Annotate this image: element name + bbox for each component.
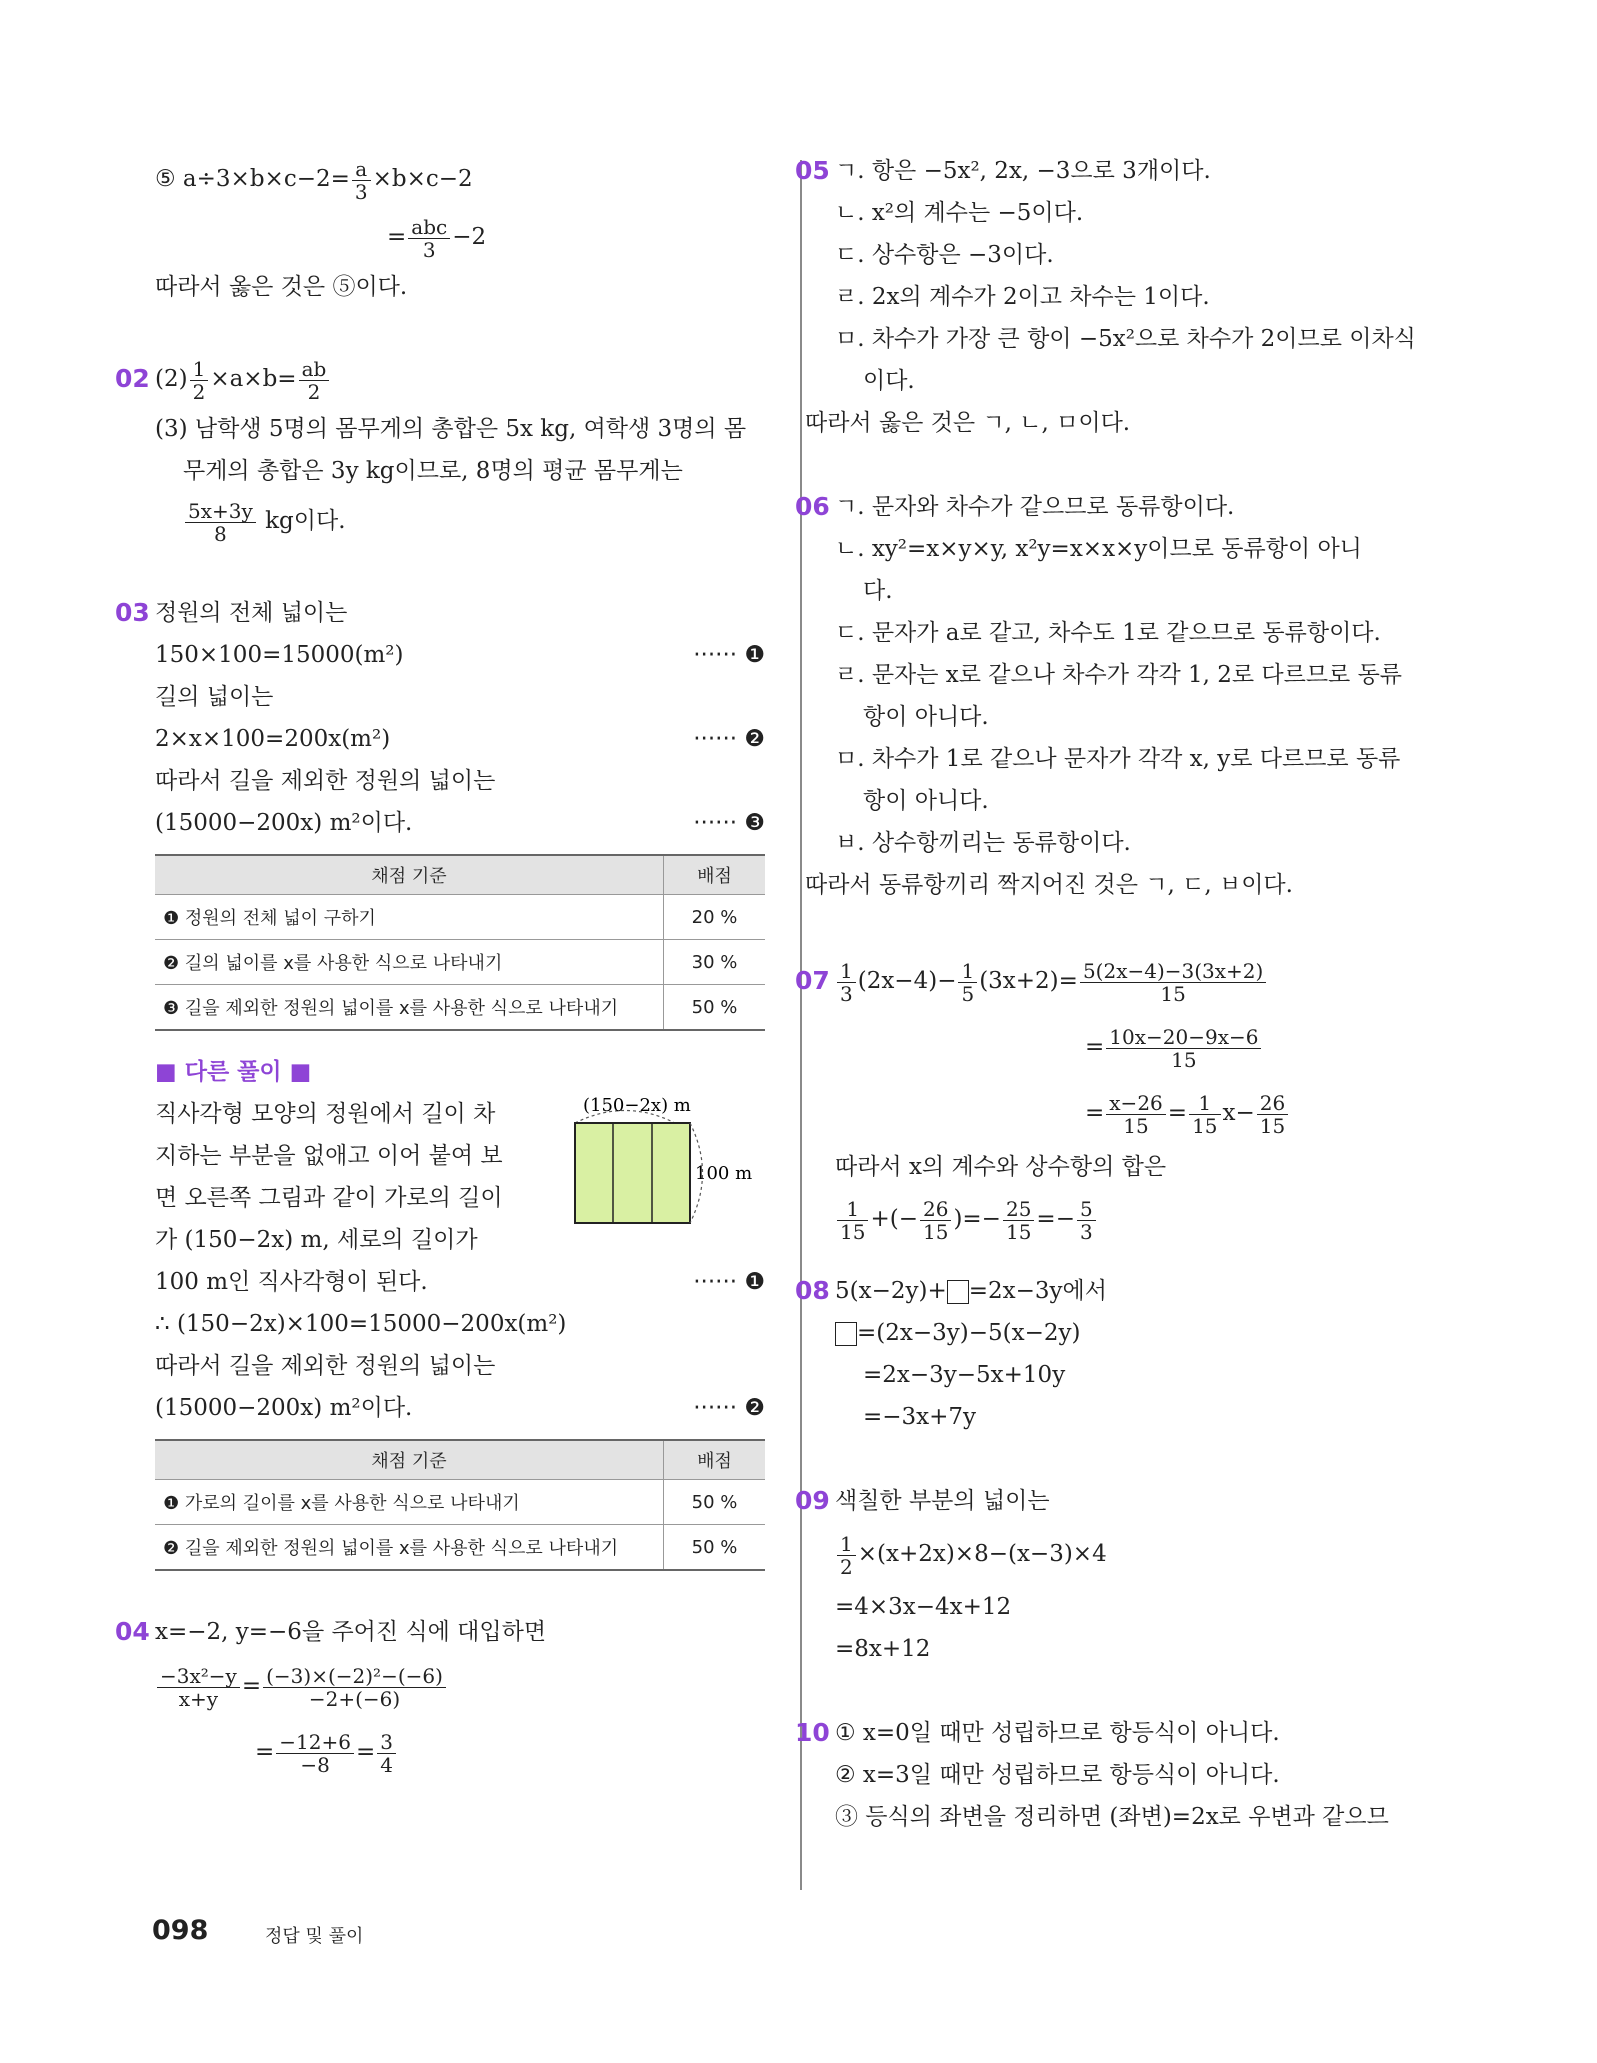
scoring-table-1	[155, 854, 765, 1031]
problem-number: 07	[795, 966, 830, 995]
p09-line3: =4×3x−4x+12	[835, 1594, 1012, 1620]
p06-line4: ㄷ. 문자가 a로 같고, 차수도 1로 같으므로 동류항이다.	[835, 620, 1381, 646]
denominator: 2	[307, 379, 321, 404]
p09-text: 색칠한 부분의 넓이는	[835, 1488, 1050, 1514]
numerator: 5(2x−4)−3(3x+2)	[1080, 960, 1266, 983]
p03-text: 정원의 전체 넓이는	[155, 600, 348, 626]
denominator: 15	[1160, 981, 1186, 1006]
equals: =	[355, 1739, 376, 1765]
p07-line4: 따라서 x의 계수와 상수항의 합은	[835, 1154, 1167, 1180]
numerator: 1	[958, 960, 977, 983]
table-row	[155, 940, 765, 985]
fraction	[1077, 1198, 1096, 1243]
p07-text: x−	[1222, 1100, 1255, 1126]
points-cell: 20 %	[664, 895, 766, 940]
denominator: 8	[214, 521, 227, 546]
fraction	[1003, 1198, 1034, 1243]
p02-line1	[115, 350, 765, 408]
denominator: 15	[922, 1219, 949, 1244]
alt-solution-block	[155, 1093, 765, 1429]
p03-line3: 길의 넓이는	[155, 684, 274, 710]
numerator: 25	[1003, 1198, 1034, 1221]
p08-text: =2x−3y에서	[968, 1278, 1107, 1304]
p07-text: +(−	[870, 1206, 918, 1232]
fraction	[352, 158, 371, 203]
header-criteria: 채점 기준	[155, 855, 664, 895]
fraction	[408, 216, 450, 261]
alt-line7: 따라서 길을 제외한 정원의 넓이는	[155, 1353, 496, 1379]
scoring-table-2	[155, 1439, 765, 1571]
p08-line2	[835, 1312, 1455, 1354]
alt-text: 100 m인 직사각형이 된다.	[155, 1269, 428, 1295]
fraction	[377, 1731, 396, 1776]
numerator: 1	[837, 1533, 856, 1556]
side-length-label: 100 m	[695, 1163, 753, 1184]
denominator: 4	[380, 1752, 393, 1777]
alt-line5	[155, 1261, 765, 1303]
header-points: 배점	[664, 855, 766, 895]
p04-line3	[155, 1719, 765, 1785]
alt-line2: 지하는 부분을 없애고 이어 붙여 보	[155, 1143, 503, 1169]
p03-line6	[155, 802, 765, 844]
step-marker: ······ ❶	[693, 1269, 765, 1295]
p09-line1	[795, 1480, 1455, 1522]
header-points: 배점	[664, 1440, 766, 1480]
p08-line1	[795, 1270, 1455, 1312]
p05-text: ㄱ. 항은 −5x², 2x, −3으로 3개이다.	[835, 158, 1211, 184]
numerator: 1	[1189, 1092, 1220, 1115]
points-cell: 30 %	[664, 940, 766, 985]
page-number: 098	[152, 1915, 209, 1946]
p07-text: (2x−4)−	[857, 968, 957, 994]
p02-text: (2)	[155, 366, 188, 392]
column-divider	[800, 160, 802, 1890]
fraction	[1106, 1092, 1166, 1137]
fraction	[299, 358, 330, 403]
numerator: 26	[1257, 1092, 1288, 1115]
p07-text: (3x+2)=	[979, 968, 1078, 994]
numerator: (−3)×(−2)²−(−6)	[263, 1665, 446, 1688]
fraction	[185, 500, 256, 545]
denominator: −8	[300, 1752, 330, 1777]
denominator: 3	[1079, 1219, 1093, 1244]
p01-text: ×b×c−2	[372, 166, 473, 192]
p07-text: )=−	[953, 1206, 1001, 1232]
table-header	[155, 1440, 765, 1480]
criteria-cell: ❷ 길의 넓이를 x를 사용한 식으로 나타내기	[155, 940, 664, 985]
numerator: 1	[190, 358, 209, 381]
p01-line2	[155, 208, 765, 266]
p02-line2: (3) 남학생 5명의 몸무게의 총합은 5x kg, 여학생 3명의 몸	[155, 416, 747, 442]
p08-line3: =2x−3y−5x+10y	[863, 1362, 1066, 1388]
step-marker: ······ ❸	[693, 810, 765, 836]
p05-line5: ㅁ. 차수가 가장 큰 항이 −5x²으로 차수가 2이므로 이차식	[835, 326, 1416, 352]
p07-text: =−	[1036, 1206, 1075, 1232]
alt-text: (15000−200x) m²이다.	[155, 1395, 413, 1421]
p03-text: (15000−200x) m²이다.	[155, 810, 413, 836]
p03-text: 2×x×100=200x(m²)	[155, 726, 391, 752]
p06-line9: ㅂ. 상수항끼리는 동류항이다.	[835, 830, 1131, 856]
p01-line1	[155, 150, 765, 208]
fraction	[920, 1198, 951, 1243]
p10-line3: ③ 등식의 좌변을 정리하면 (좌변)=2x로 우변과 같으므	[835, 1804, 1389, 1830]
equals: =	[241, 1673, 262, 1699]
footer-label: 정답 및 풀이	[265, 1926, 364, 1947]
numerator: 1	[837, 1198, 868, 1221]
p09-text: ×(x+2x)×8−(x−3)×4	[857, 1541, 1107, 1567]
p05-line3: ㄷ. 상수항은 −3이다.	[835, 242, 1054, 268]
p06-line1	[795, 486, 1455, 528]
problem-number: 10	[795, 1718, 830, 1747]
criteria-cell: ❶ 가로의 길이를 x를 사용한 식으로 나타내기	[155, 1480, 664, 1525]
blank-box-icon	[835, 1322, 857, 1346]
denominator: 15	[1123, 1113, 1149, 1138]
numerator: abc	[408, 216, 450, 239]
p10-line1	[795, 1712, 1455, 1754]
left-column	[115, 150, 765, 1785]
points-cell: 50 %	[664, 985, 766, 1031]
denominator: 2	[192, 379, 206, 404]
alt-line1: 직사각형 모양의 정원에서 길이 차	[155, 1101, 496, 1127]
top-length-label: (150−2x) m	[583, 1095, 691, 1116]
p02-text: ×a×b=	[210, 366, 297, 392]
p01-text: −2	[452, 224, 487, 250]
p06-conclusion: 따라서 동류항끼리 짝지어진 것은 ㄱ, ㄷ, ㅂ이다.	[805, 872, 1293, 898]
p07-line2: = $\frac{10x-20-9x-6}{15}$	[835, 1014, 1455, 1080]
numerator: −3x²−y	[157, 1665, 240, 1688]
step-marker: ······ ❷	[693, 726, 765, 752]
p09-line4: =8x+12	[835, 1636, 931, 1662]
step-marker: ······ ❷	[693, 1395, 765, 1421]
alt-line3: 면 오른쪽 그림과 같이 가로의 길이	[155, 1185, 503, 1211]
points-cell: 50 %	[664, 1480, 766, 1525]
step-marker: ······ ❶	[693, 642, 765, 668]
fraction	[1257, 1092, 1288, 1137]
p03-line4	[155, 718, 765, 760]
problem-number: 02	[115, 364, 150, 393]
p04-text: x=−2, y=−6을 주어진 식에 대입하면	[155, 1619, 547, 1645]
p02-line4	[155, 492, 765, 550]
fraction	[837, 1533, 856, 1578]
numerator: 5x+3y	[185, 500, 256, 523]
p06-line5: ㄹ. 문자는 x로 같으나 차수가 각각 1, 2로 다르므로 동류	[835, 662, 1403, 688]
table-header	[155, 855, 765, 895]
p07-line5	[835, 1188, 1455, 1250]
criteria-cell: ❷ 길을 제외한 정원의 넓이를 x를 사용한 식으로 나타내기	[155, 1525, 664, 1571]
table-row	[155, 1525, 765, 1571]
numerator: −12+6	[276, 1731, 354, 1754]
denominator: 15	[840, 1219, 866, 1244]
p02-line3: 무게의 총합은 3y kg이므로, 8명의 평균 몸무게는	[183, 458, 683, 484]
problem-number: 08	[795, 1276, 830, 1305]
p03-line5: 따라서 길을 제외한 정원의 넓이는	[155, 768, 496, 794]
fraction	[1106, 1026, 1261, 1071]
p10-line2: ② x=3일 때만 성립하므로 항등식이 아니다.	[835, 1762, 1280, 1788]
denominator: 15	[1259, 1113, 1286, 1138]
numerator: 5	[1077, 1198, 1096, 1221]
p05-line2: ㄴ. x²의 계수는 −5이다.	[835, 200, 1084, 226]
alt-line8	[155, 1387, 765, 1429]
fraction	[837, 960, 856, 1005]
points-cell: 50 %	[664, 1525, 766, 1571]
p07-line3: = $\frac{x-26}{15}$ = $\frac{1}{15}$ x− $\frac{26}{15}$	[835, 1080, 1455, 1146]
alt-line6: ∴ (150−2x)×100=15000−200x(m²)	[155, 1311, 567, 1337]
problem-number: 04	[115, 1617, 150, 1646]
p05-conclusion: 따라서 옳은 것은 ㄱ, ㄴ, ㅁ이다.	[805, 410, 1131, 436]
denominator: 15	[1171, 1047, 1197, 1072]
problem-number: 03	[115, 598, 150, 627]
alt-line4: 가 (150−2x) m, 세로의 길이가	[155, 1227, 478, 1253]
criteria-cell: ❶ 정원의 전체 넓이 구하기	[155, 895, 664, 940]
p08-text: =(2x−3y)−5(x−2y)	[857, 1320, 1081, 1346]
table-row	[155, 895, 765, 940]
problem-number: 05	[795, 156, 830, 185]
problem-number: 06	[795, 492, 830, 521]
p09-line2	[835, 1522, 1455, 1586]
denominator: x+y	[178, 1686, 219, 1711]
fraction	[276, 1731, 354, 1776]
p03-text: 150×100=15000(m²)	[155, 642, 404, 668]
denominator: 15	[1192, 1113, 1218, 1138]
denominator: 2	[840, 1554, 853, 1579]
denominator: 5	[961, 981, 975, 1006]
p01-text: ⑤ a÷3×b×c−2=	[155, 166, 350, 192]
denominator: 15	[1005, 1219, 1032, 1244]
alternative-solution-title: ■ 다른 풀이 ■	[155, 1059, 312, 1085]
header-criteria: 채점 기준	[155, 1440, 664, 1480]
p03-line2	[155, 634, 765, 676]
p08-text: 5(x−2y)+	[835, 1278, 947, 1304]
p06-line8: 항이 아니다.	[863, 788, 989, 814]
denominator: 3	[422, 237, 436, 262]
numerator: 1	[837, 960, 856, 983]
fraction	[157, 1665, 240, 1710]
p05-line4: ㄹ. 2x의 계수가 2이고 차수는 1이다.	[835, 284, 1210, 310]
p05-line6: 이다.	[863, 368, 915, 394]
numerator: a	[352, 158, 371, 181]
numerator: 3	[377, 1731, 396, 1754]
blank-box-icon	[947, 1280, 969, 1304]
numerator: 10x−20−9x−6	[1106, 1026, 1261, 1049]
p01-conclusion: 따라서 옳은 것은 ⑤이다.	[155, 274, 408, 300]
p06-line3: 다.	[863, 578, 893, 604]
fraction	[837, 1198, 868, 1243]
p04-line1	[115, 1611, 765, 1653]
p07-line1	[795, 948, 1455, 1014]
p08-line4: =−3x+7y	[863, 1404, 977, 1430]
denominator: 3	[840, 981, 853, 1006]
criteria-cell: ❸ 길을 제외한 정원의 넓이를 x를 사용한 식으로 나타내기	[155, 985, 664, 1031]
p05-line1	[795, 150, 1455, 192]
equals: =	[255, 1739, 275, 1765]
p06-text: ㄱ. 문자와 차수가 같으므로 동류항이다.	[835, 494, 1235, 520]
p04-line2	[155, 1653, 765, 1719]
numerator: 26	[920, 1198, 951, 1221]
table-row	[155, 1480, 765, 1525]
numerator: x−26	[1106, 1092, 1166, 1115]
table-row	[155, 985, 765, 1031]
p06-line2: ㄴ. xy²=x×y×y, x²y=x×x×y이므로 동류항이 아니	[835, 536, 1362, 562]
denominator: 3	[354, 179, 368, 204]
denominator: −2+(−6)	[308, 1686, 401, 1711]
equals: =	[387, 224, 407, 250]
fraction	[190, 358, 209, 403]
fraction	[263, 1665, 446, 1710]
problem-number: 09	[795, 1486, 830, 1515]
fraction	[1080, 960, 1266, 1005]
right-column	[795, 150, 1455, 1838]
fraction	[1189, 1092, 1220, 1137]
fraction	[958, 960, 977, 1005]
numerator: ab	[299, 358, 330, 381]
p02-text: kg이다.	[257, 508, 346, 534]
p06-line6: 항이 아니다.	[863, 704, 989, 730]
p06-line7: ㅁ. 차수가 1로 같으나 문자가 각각 x, y로 다르므로 동류	[835, 746, 1401, 772]
p10-text: ① x=0일 때만 성립하므로 항등식이 아니다.	[835, 1720, 1280, 1746]
p03-line1	[115, 592, 765, 634]
